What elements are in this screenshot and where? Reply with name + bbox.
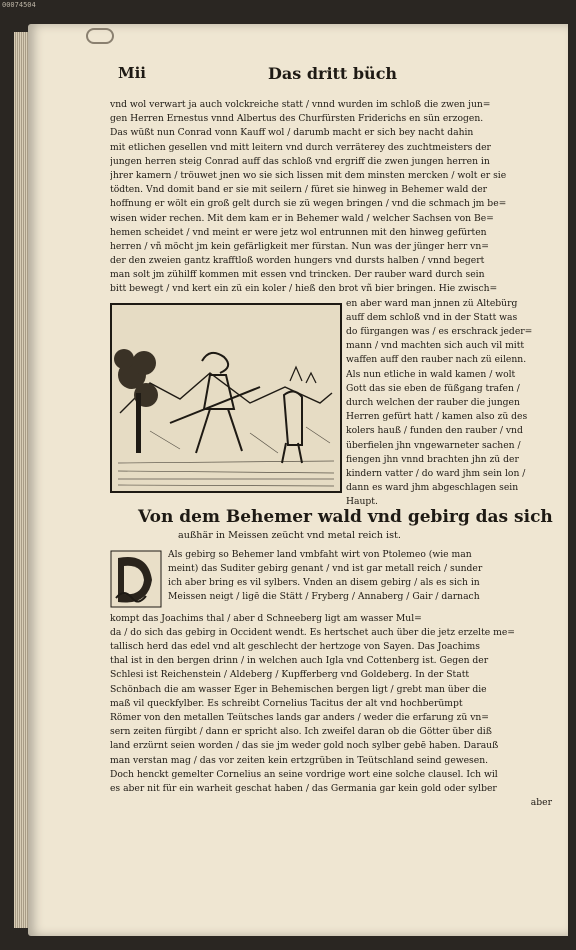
folio-number: Mii <box>118 64 147 82</box>
text-line: es aber nit für ein warheit geschat haben / das Germania gar kein gold oder sylber <box>110 782 497 794</box>
text-line: tödten. Vnd domit band er sie mit seilern / füret sie hinweg in Behemer wald der <box>110 184 488 196</box>
chapter-title: Von dem Behemer wald vnd gebirg das sich <box>138 506 553 527</box>
text-line: Gott das sie eben de füßgang trafen / <box>346 382 520 394</box>
text-line: ich aber bring es vil sylbers. Vnden an disem gebirg / als es sich in <box>168 577 480 588</box>
text-line: Das wüßt nun Conrad vonn Kauff wol / darumb macht er sich bey nacht dahin <box>110 127 474 139</box>
text-line: kindern vatter / do ward jhm sein lon / <box>346 467 526 479</box>
page-edges <box>14 32 28 928</box>
decorated-initial-icon <box>110 550 162 608</box>
text-line: fiengen jhn vnnd brachten jhn zü der <box>346 453 519 465</box>
catchword: aber <box>530 797 552 809</box>
text-line: waffen auff den rauber nach zü eilenn. <box>346 354 527 366</box>
text-line: wisen wider rechen. Mit dem kam er in Behemer wald / welcher Sachsen von Be= <box>110 212 494 224</box>
text-line: do fürgangen was / es erschrack jeder= <box>346 326 533 337</box>
page-header <box>118 64 528 94</box>
scan-id: 00074504 <box>2 1 36 9</box>
text-line: da / do sich das gebirg in Occident wendt. Es hertschet auch über die jetz erzelte me= <box>110 626 515 638</box>
text-line: kompt das Joachims thal / aber d Schneeberg ligt am wasser Mul= <box>110 612 422 624</box>
text-line: meint) das Suditer gebirg genant / vnd ist gar metall reich / sunder <box>168 562 483 574</box>
text-line: durch welchen der rauber die jungen <box>346 396 520 408</box>
text-line: auff dem schloß vnd in der Statt was <box>346 311 518 323</box>
text-line: Als nun etliche in wald kamen / wolt <box>346 368 516 380</box>
text-line: hoffnung er wölt ein groß gelt durch sie zü wegen bringen / vnd die schmach jm be= <box>110 198 507 210</box>
paragraph-1 <box>110 98 556 297</box>
text-line: Meissen neigt / ligē die Stätt / Fryberg / Annaberg / Gair / darnach <box>168 591 480 603</box>
text-body <box>110 98 556 810</box>
text-line: Als gebirg so Behemer land vmbfaht wirt von Ptolemeo (wie man <box>168 548 472 560</box>
text-line: Haupt. <box>346 496 378 508</box>
opening-block <box>110 548 556 612</box>
wrapped-text-column <box>346 297 556 510</box>
paragraph-2-opening <box>110 548 556 605</box>
text-line: dann es ward jhm abgeschlagen sein <box>346 482 519 494</box>
text-line: Schönbach die am wasser Eger in Behemischen bergen ligt / grebt man über die <box>110 683 487 695</box>
woodcut-illustration <box>110 303 342 493</box>
text-line: man verstan mag / das vor zeiten kein ertzgrüben in Teütschland seind gewesen. <box>110 754 489 766</box>
text-line: Schlesi ist Reichenstein / Aldeberg / Kupfferberg vnd Goldeberg. In der Statt <box>110 669 470 681</box>
running-title: Das dritt büch <box>268 64 398 83</box>
text-line: bitt bewegt / vnd kert ein zü ein koler / hieß den brot vñ bier bringen. Hie zwisch= <box>110 283 498 295</box>
text-line: mit etlichen gesellen vnd mitt leitern vnd durch verräterey des zuchtmeisters der <box>110 141 491 153</box>
text-line: überfielen jhn vngewarneter sachen / <box>346 439 521 451</box>
text-line: hemen scheidet / vnd meint er were jetz wol entrunnen mit den hinweg gefürten <box>110 226 487 238</box>
text-line: sern zeiten fürgibt / dann er spricht also. Ich zweifel daran ob die Götter über diß <box>110 726 492 738</box>
text-line: Doch henckt gemelter Cornelius an seine vordrige wort eine solche clausel. Ich wil <box>110 768 498 780</box>
paper-clip <box>86 28 114 44</box>
text-line: tallisch herd das edel vnd alt geschlecht der hertzoge von Sayen. Das Joachims <box>110 641 480 652</box>
text-line: Herren gefürt hatt / kamen also zü des <box>346 411 528 423</box>
text-line: Römer von den metallen Teütsches lands gar anders / weder die erfarung zü vn= <box>110 711 490 723</box>
text-line: kolers hauß / funden den rauber / vnd <box>346 425 523 437</box>
text-line: jhrer kamern / tröuwet jnen wo sie sich lissen mit dem minsten mercken / wolt er sie <box>110 169 507 181</box>
text-line: thal ist in den bergen drinn / in welchen auch Igla vnd Cottenberg ist. Gegen der <box>110 655 489 667</box>
illustrated-block <box>110 297 556 508</box>
text-line: land erzürnt seien worden / das sie jm weder gold noch sylber gebē haben. Darauß <box>110 740 499 752</box>
text-line: en aber ward man jnnen zü Altebürg <box>346 297 518 309</box>
text-line: herren / vñ möcht jm kein gefärligkeit mer fürstan. Nun was der jünger herr vn= <box>110 240 489 252</box>
text-line: maß vil queckfylber. Es schreibt Cornelius Tacitus der alt vnd hochberümpt <box>110 697 463 709</box>
text-line: vnd wol verwart ja auch volckreiche statt / vnnd wurden im schloß die zwen jun= <box>110 99 491 110</box>
text-line: der den zweien gantz krafftloß worden hungers vnd dursts halben / vnnd begert <box>110 255 485 267</box>
paragraph-2 <box>110 612 556 796</box>
text-line: man solt jm zühilff kommen mit essen vnd trincken. Der rauber ward durch sein <box>110 269 485 281</box>
text-line: gen Herren Ernestus vnnd Albertus des Churfürsten Friderichs en sün erzogen. <box>110 113 484 125</box>
chapter-subtitle: außhär in Meissen zeücht vnd metal reich ist. <box>178 529 401 541</box>
text-line: mann / vnd machten sich auch vil mitt <box>346 340 525 352</box>
text-line: jungen herren steig Conrad auff das schloß vnd ergriff die zwen jungen herren in <box>110 155 490 167</box>
